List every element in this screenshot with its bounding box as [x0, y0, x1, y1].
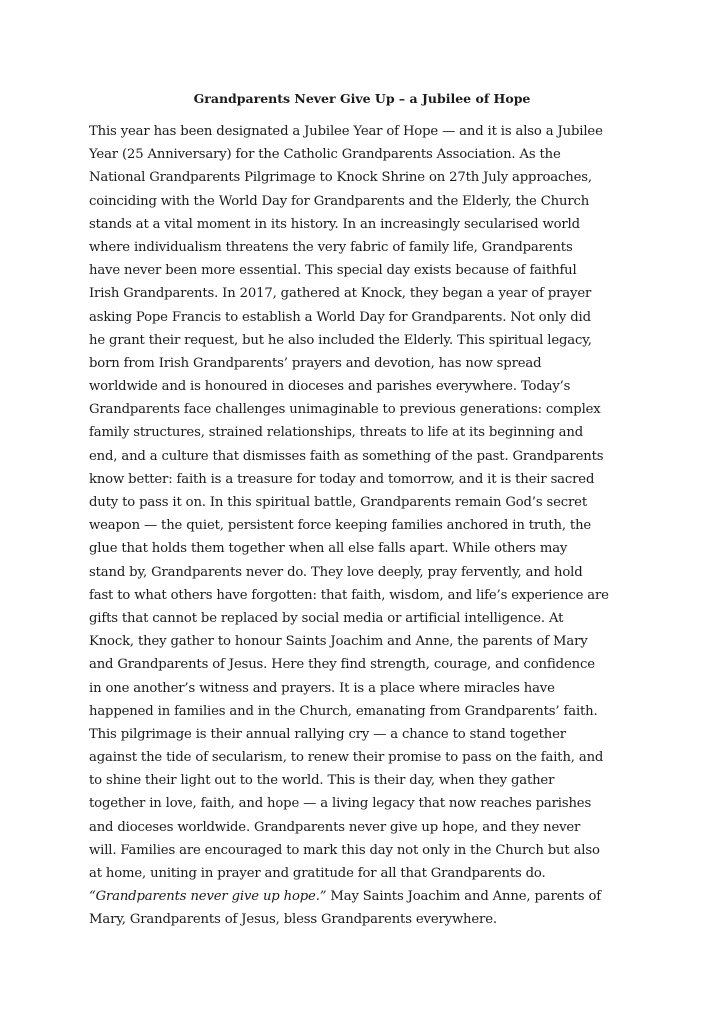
body-line: in one another’s witness and prayers. It is a place where miracles have	[89, 680, 555, 696]
body-line-quote	[89, 885, 649, 908]
body-line: coinciding with the World Day for Grandparents and the Elderly, the Church	[89, 193, 590, 209]
body-line: fast to what others have forgotten: that faith, wisdom, and life’s experience are	[89, 587, 609, 603]
body-line: and Grandparents of Jesus. Here they find strength, courage, and confidence	[89, 657, 595, 673]
body-line: family structures, strained relationships, threats to life at its beginning and	[89, 425, 584, 441]
document-title: Grandparents Never Give Up – a Jubilee of Hope	[193, 91, 531, 106]
body-line: Year (25 Anniversary) for the Catholic Grandparents Association. As the	[89, 147, 561, 163]
body-line: to shine their light out to the world. This is their day, when they gather	[89, 773, 555, 789]
body-line: he grant their request, but he also included the Elderly. This spiritual legacy,	[89, 332, 592, 348]
body-line: where individualism threatens the very fabric of family life, Grandparents	[89, 239, 573, 255]
body-line: together in love, faith, and hope — a living legacy that now reaches parishes	[89, 796, 592, 812]
body-line: Grandparents face challenges unimaginable to previous generations: complex	[89, 402, 601, 418]
body-line: against the tide of secularism, to renew their promise to pass on the faith, and	[89, 750, 604, 766]
body-line: duty to pass it on. In this spiritual battle, Grandparents remain God’s secret	[89, 495, 587, 510]
body-line: stands at a vital moment in its history. In an increasingly secularised world	[89, 216, 580, 232]
body-line: Knock, they gather to honour Saints Joachim and Anne, the parents of Mary	[89, 634, 588, 650]
body-line: worldwide and is honoured in dioceses and parishes everywhere. Today’s	[89, 379, 571, 395]
document-body	[89, 120, 649, 932]
body-line: asking Pope Francis to establish a World Day for Grandparents. Not only did	[89, 309, 591, 325]
body-line: at home, uniting in prayer and gratitude for all that Grandparents do.	[89, 866, 546, 881]
body-line: Irish Grandparents. In 2017, gathered at Knock, they began a year of prayer	[89, 286, 592, 302]
body-line: glue that holds them together when all else falls apart. While others may	[89, 541, 568, 557]
italic-quote: “Grandparents never give up hope.”	[89, 889, 327, 905]
body-line: gifts that cannot be replaced by social media or artificial intelligence. At	[89, 610, 564, 626]
body-line: This pilgrimage is their annual rallying cry — a chance to stand together	[89, 726, 566, 742]
body-line: born from Irish Grandparents’ prayers and devotion, has now spread	[89, 355, 542, 371]
body-line: weapon — the quiet, persistent force keeping families anchored in truth, the	[89, 518, 592, 534]
quote-line-rest: May Saints Joachim and Anne, parents of	[326, 889, 601, 905]
body-line: This year has been designated a Jubilee Year of Hope — and it is also a Jubilee	[89, 124, 603, 139]
body-line: happened in families and in the Church, emanating from Grandparents’ faith.	[89, 703, 598, 719]
body-line-final: Mary, Grandparents of Jesus, bless Grandparents everywhere.	[89, 912, 497, 928]
body-line: have never been more essential. This special day exists because of faithful	[89, 263, 577, 279]
body-line: and dioceses worldwide. Grandparents never give up hope, and they never	[89, 819, 581, 835]
body-line: will. Families are encouraged to mark this day not only in the Church but also	[89, 842, 600, 858]
body-line: stand by, Grandparents never do. They love deeply, pray fervently, and hold	[89, 564, 583, 580]
body-line: National Grandparents Pilgrimage to Knock Shrine on 27th July approaches,	[89, 170, 592, 186]
body-line: end, and a culture that dismisses faith as something of the past. Grandparents	[89, 448, 604, 464]
body-line: know better: faith is a treasure for today and tomorrow, and it is their sacred	[89, 471, 595, 487]
